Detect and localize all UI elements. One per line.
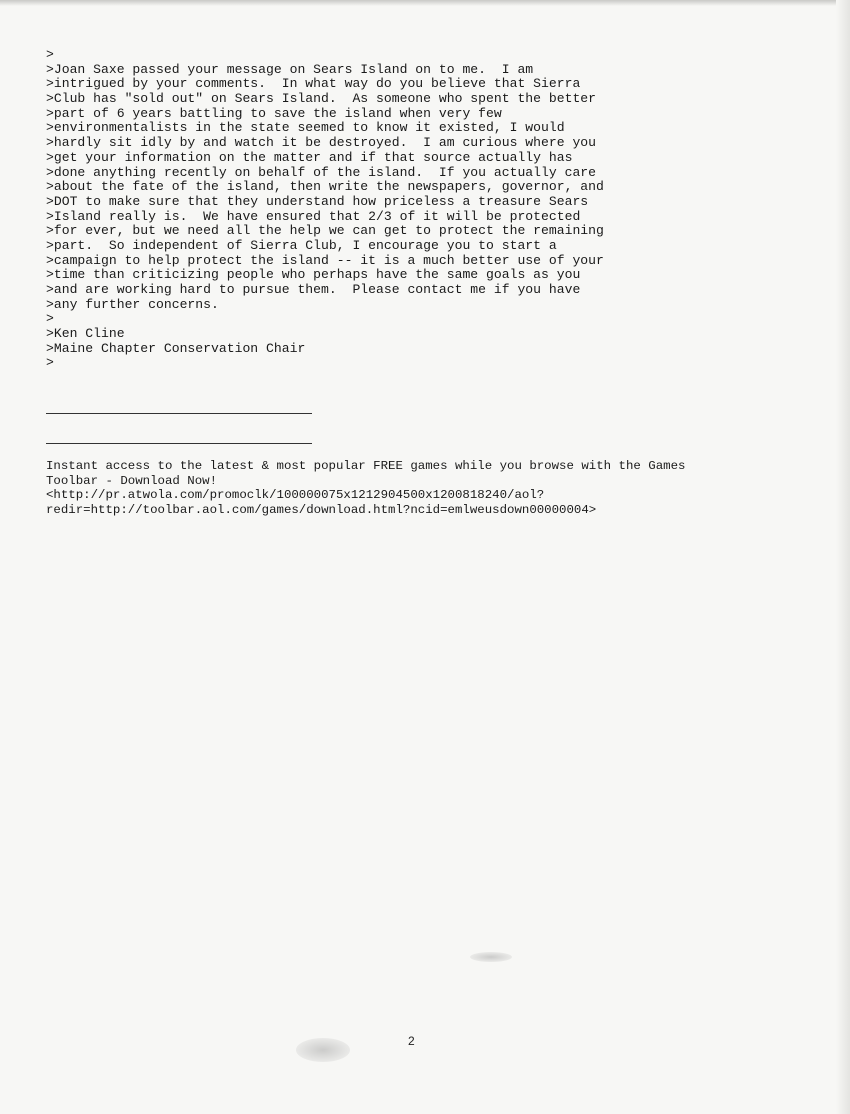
- quoted-line: >any further concerns.: [46, 296, 219, 312]
- quoted-line: >and are working hard to pursue them. Please contact me if you have: [46, 282, 581, 297]
- quoted-line: >: [46, 47, 54, 62]
- quoted-line: >Joan Saxe passed your message on Sears Island on to me. I am: [46, 61, 534, 77]
- quoted-line: >: [46, 311, 54, 327]
- quoted-line: >time than criticizing people who perhaps have the same goals as you: [46, 267, 581, 283]
- quoted-line: >part. So independent of Sierra Club, I encourage you to start a: [46, 237, 557, 253]
- quoted-line: >DOT to make sure that they understand how priceless a treasure Sears: [46, 193, 589, 209]
- quoted-line: >get your information on the matter and if that source actually has: [46, 149, 573, 165]
- promo-text: Instant access to the latest & most popular FREE games while you browse with the Games: [46, 459, 686, 473]
- scan-smudge: [296, 1038, 350, 1062]
- quoted-line: >environmentalists in the state seemed to know it existed, I would: [46, 120, 565, 136]
- quoted-line: >Club has "sold out" on Sears Island. As someone who spent the better: [46, 91, 597, 107]
- signature-title: >Maine Chapter Conservation Chair: [46, 340, 306, 356]
- promo-text: Toolbar - Download Now!: [46, 473, 218, 488]
- quoted-line: >intrigued by your comments. In what way do you believe that Sierra: [46, 76, 581, 92]
- quoted-line: >: [46, 355, 54, 371]
- quoted-line: >done anything recently on behalf of the island. If you actually care: [46, 164, 597, 180]
- quoted-email-body: [46, 48, 604, 371]
- promo-link: redir=http://toolbar.aol.com/games/download.html?ncid=emlweusdown00000004>: [46, 503, 597, 518]
- separator-rule: [46, 443, 312, 444]
- quoted-line: >Island really is. We have ensured that 2/3 of it will be protected: [46, 208, 581, 224]
- scan-right-edge: [836, 0, 850, 1114]
- page-number: 2: [408, 1034, 415, 1048]
- quoted-line: >for ever, but we need all the help we can get to protect the remaining: [46, 223, 604, 239]
- signature-name: >Ken Cline: [46, 326, 125, 342]
- quoted-line: >campaign to help protect the island -- it is a much better use of your: [46, 252, 604, 268]
- promo-link: <http://pr.atwola.com/promoclk/100000075x1212904500x1200818240/aol?: [46, 488, 545, 503]
- quoted-line: >about the fate of the island, then write the newspapers, governor, and: [46, 179, 604, 195]
- quoted-line: >part of 6 years battling to save the island when very few: [46, 105, 502, 121]
- separator-rule: [46, 413, 312, 414]
- quoted-line: >hardly sit idly by and watch it be destroyed. I am curious where you: [46, 135, 597, 151]
- scan-smudge: [470, 952, 512, 962]
- scan-top-edge: [0, 0, 850, 6]
- aol-promo-footer: [46, 459, 685, 518]
